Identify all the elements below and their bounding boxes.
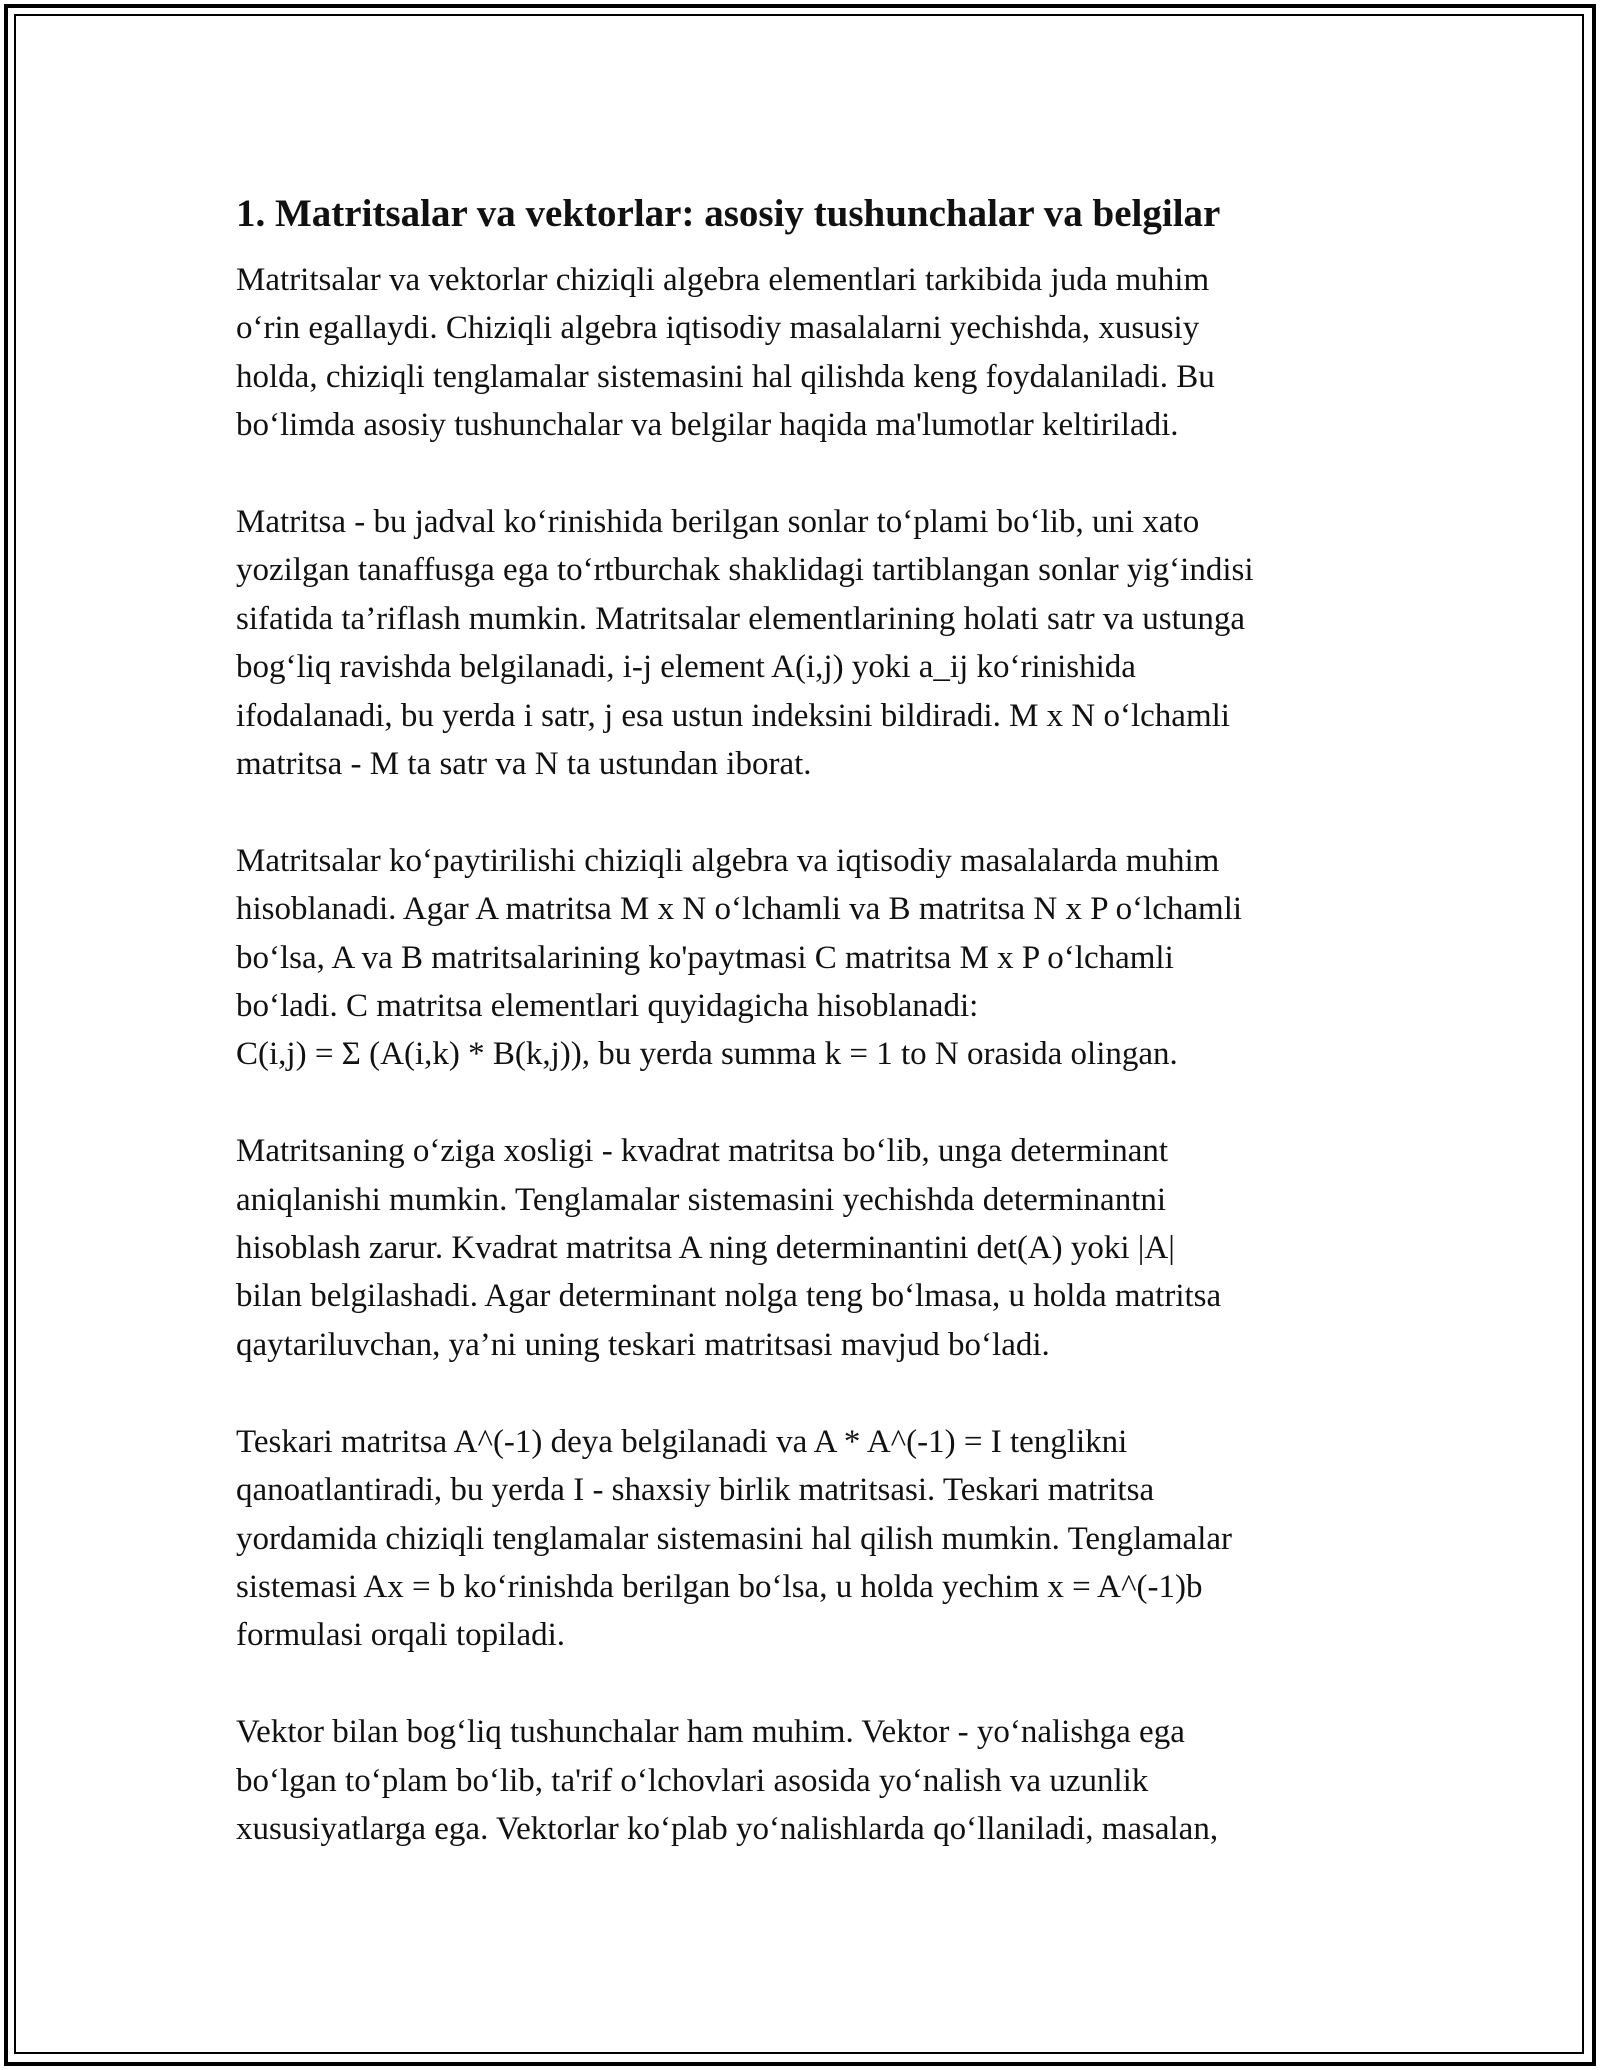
text-line: hisoblash zarur. Kvadrat matritsa A ning determinantini det(A) yoki |A| [236, 1230, 1175, 1267]
text-line: formulasi orqali topiladi. [236, 1617, 566, 1654]
text-line: xususiyatlarga ega. Vektorlar ko‘plab yo‘nalishlarda qo‘llaniladi, masalan, [236, 1810, 1219, 1847]
paragraph-inverse-matrix [236, 1418, 1376, 1660]
text-line: Matritsaning o‘ziga xosligi - kvadrat matritsa bo‘lib, unga determinant [236, 1133, 1169, 1170]
text-line: qanoatlantiradi, bu yerda I - shaxsiy birlik matritsasi. Teskari matritsa [236, 1472, 1155, 1509]
paragraph-determinant [236, 1127, 1376, 1369]
text-line: bilan belgilashadi. Agar determinant nolga teng bo‘lmasa, u holda matritsa [236, 1278, 1222, 1315]
document-page [236, 186, 1376, 1902]
text-line: hisoblanadi. Agar A matritsa M x N o‘lchamli va B matritsa N x P o‘lchamli [236, 891, 1243, 928]
text-line: bo‘ladi. C matritsa elementlari quyidagicha hisoblanadi: [236, 988, 979, 1025]
text-line: yozilgan tanaffusga ega to‘rtburchak shaklidagi tartiblangan sonlar yig‘indisi [236, 552, 1254, 589]
paragraph-matrix-definition [236, 498, 1376, 788]
paragraph-intro [236, 256, 1376, 450]
text-line: bo‘limda asosiy tushunchalar va belgilar haqida ma'lumotlar keltiriladi. [236, 407, 1179, 444]
section-heading: 1. Matritsalar va vektorlar: asosiy tushunchalar va belgilar [236, 192, 1221, 235]
text-line: Teskari matritsa A^(-1) deya belgilanadi va A * A^(-1) = I tenglikni [236, 1423, 1128, 1460]
text-line: Matritsalar va vektorlar chiziqli algebra elementlari tarkibida juda muhim [236, 262, 1210, 298]
text-line: Matritsalar ko‘paytirilishi chiziqli algebra va iqtisodiy masalalarda muhim [236, 842, 1220, 879]
text-line: qaytariluvchan, ya’ni uning teskari matritsasi mavjud bo‘ladi. [236, 1326, 1050, 1363]
text-line: Matritsa - bu jadval ko‘rinishida berilgan sonlar to‘plami bo‘lib, uni xato [236, 504, 1200, 541]
text-line: bo‘lsa, A va B matritsalarining ko'paytmasi C matritsa M x P o‘lchamli [236, 939, 1174, 976]
text-line: Vektor bilan bog‘liq tushunchalar ham muhim. Vektor - yo‘nalishga ega [236, 1714, 1185, 1751]
text-line: holda, chiziqli tenglamalar sistemasini hal qilishda keng foydalaniladi. Bu [236, 358, 1215, 395]
text-line: ifodalanadi, bu yerda i satr, j esa ustun indeksini bildiradi. M x N o‘lchamli [236, 697, 1230, 734]
text-line: sistemasi Ax = b ko‘rinishda berilgan bo‘lsa, u holda yechim x = A^(-1)b [236, 1568, 1203, 1605]
text-line: sifatida ta’riflash mumkin. Matritsalar elementlarining holati satr va ustunga [236, 600, 1245, 637]
text-line: aniqlanishi mumkin. Tenglamalar sistemasini yechishda determinantni [236, 1181, 1167, 1218]
paragraph-matrix-multiplication [236, 837, 1376, 1079]
text-line: matritsa - M ta satr va N ta ustundan iborat. [236, 746, 812, 783]
text-line: bog‘liq ravishda belgilanadi, i-j element A(i,j) yoki a_ij ko‘rinishida [236, 649, 1136, 686]
paragraph-vectors [236, 1708, 1376, 1853]
text-line: yordamida chiziqli tenglamalar sistemasini hal qilish mumkin. Tenglamalar [236, 1520, 1233, 1557]
formula-line: C(i,j) = Σ (A(i,k) * B(k,j)), bu yerda summa k = 1 to N orasida olingan. [236, 1036, 1178, 1073]
text-line: bo‘lgan to‘plam bo‘lib, ta'rif o‘lchovlari asosida yo‘nalish va uzunlik [236, 1762, 1149, 1799]
text-line: o‘rin egallaydi. Chiziqli algebra iqtisodiy masalalarni yechishda, xususiy [236, 310, 1200, 347]
